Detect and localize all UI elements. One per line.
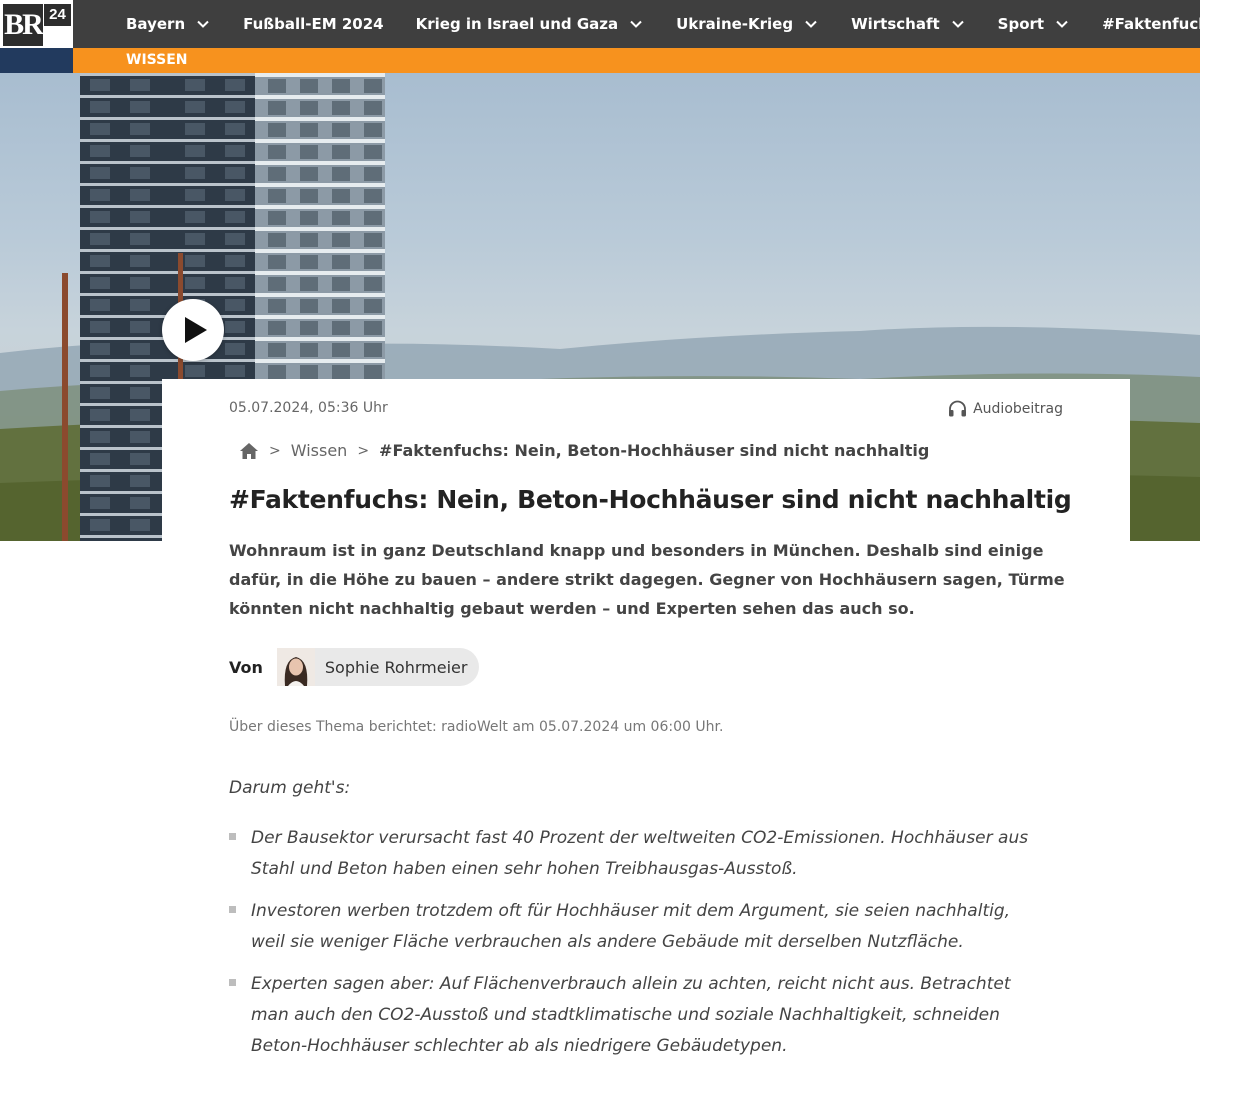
nav-item-bayern[interactable] bbox=[110, 0, 227, 48]
home-icon[interactable] bbox=[239, 442, 259, 460]
nav-item-label: Bayern bbox=[126, 15, 186, 33]
logo-24-badge: 24 bbox=[44, 4, 71, 26]
logo-br-mark: BR bbox=[3, 4, 43, 46]
breadcrumb-link-wissen[interactable]: Wissen bbox=[290, 441, 348, 460]
nav-item-label: Ukraine-Krieg bbox=[676, 15, 794, 33]
nav-item-wirtschaft[interactable] bbox=[835, 0, 982, 48]
chevron-down-icon bbox=[950, 16, 966, 32]
nav-item-label: #Faktenfuchs bbox=[1102, 15, 1218, 33]
nav-item-ukraine-krieg[interactable] bbox=[660, 0, 835, 48]
summary-heading: Darum geht's: bbox=[229, 778, 351, 798]
logo-base bbox=[0, 48, 73, 73]
audio-button[interactable] bbox=[948, 400, 1063, 417]
list-item-text: Investoren werben trotzdem oft für Hochhäuser mit dem Argument, sie seien nachhaltig, weil sie weniger Fläche verbrauchen als andere Gebäude mit derselben Nutzfläche. bbox=[251, 901, 1011, 952]
list-item bbox=[229, 823, 1049, 885]
chevron-down-icon bbox=[195, 16, 211, 32]
list-item bbox=[229, 896, 1049, 958]
audio-label: Audiobeitrag bbox=[973, 400, 1063, 417]
main-nav bbox=[110, 0, 1234, 48]
breadcrumb-separator: > bbox=[269, 442, 281, 459]
breadcrumb bbox=[239, 441, 929, 460]
byline-prefix: Von bbox=[229, 657, 263, 677]
br24-logo[interactable] bbox=[0, 0, 73, 73]
chevron-down-icon bbox=[1054, 16, 1070, 32]
broadcast-note: Über dieses Thema berichtet: radioWelt am 05.07.2024 um 06:00 Uhr. bbox=[229, 719, 724, 735]
author-avatar bbox=[277, 648, 315, 686]
summary-list bbox=[229, 823, 1049, 1073]
nav-item-label: Sport bbox=[997, 15, 1045, 33]
nav-item-label: Wirtschaft bbox=[851, 15, 940, 33]
nav-item-fussball-em[interactable] bbox=[227, 0, 399, 48]
chevron-down-icon bbox=[628, 16, 644, 32]
play-icon bbox=[179, 314, 211, 346]
nav-item-label: Fußball-EM 2024 bbox=[243, 15, 384, 33]
video-play-button[interactable] bbox=[162, 299, 224, 361]
article-card bbox=[162, 379, 1130, 1093]
section-bar bbox=[73, 48, 1200, 73]
chevron-down-icon bbox=[803, 16, 819, 32]
list-item-text: Der Bausektor verursacht fast 40 Prozent der weltweiten CO2-Emissionen. Hochhäuser aus Stahl und Beton haben einen sehr hohen Treibhausgas-Ausstoß. bbox=[251, 828, 1029, 879]
byline bbox=[229, 648, 479, 686]
list-item bbox=[229, 969, 1049, 1062]
top-navigation-bar bbox=[0, 0, 1218, 48]
article-title: #Faktenfuchs: Nein, Beton-Hochhäuser sind nicht nachhaltig bbox=[229, 485, 1072, 514]
author-chip[interactable] bbox=[277, 648, 480, 686]
nav-item-label: Krieg in Israel und Gaza bbox=[415, 15, 619, 33]
breadcrumb-current: #Faktenfuchs: Nein, Beton-Hochhäuser sind nicht nachhaltig bbox=[379, 441, 930, 460]
section-label[interactable]: WISSEN bbox=[126, 52, 188, 68]
article-teaser: Wohnraum ist in ganz Deutschland knapp und besonders in München. Deshalb sind einige dafür, in die Höhe zu bauen – andere strikt dagegen. Gegner von Hochhäusern sagen, Türme könnten nicht nachhaltig gebaut werden – und Experten sehen das auch so. bbox=[229, 541, 1065, 618]
nav-item-israel-gaza[interactable] bbox=[400, 0, 661, 48]
nav-item-sport[interactable] bbox=[982, 0, 1086, 48]
author-name: Sophie Rohrmeier bbox=[324, 657, 468, 677]
breadcrumb-separator: > bbox=[357, 442, 370, 459]
article-date: 05.07.2024, 05:36 Uhr bbox=[229, 400, 388, 416]
bullet-square bbox=[229, 906, 236, 913]
headphones-icon bbox=[948, 400, 967, 417]
bullet-square bbox=[229, 979, 236, 986]
list-item-text: Experten sagen aber: Auf Flächenverbrauch allein zu achten, reicht nicht aus. Betrachtet man auch den CO2-Ausstoß und stadtklimatische und soziale Nachhaltigkeit, schneiden Beton-Hochhäuser schlechter ab als niedrigere Gebäudetypen. bbox=[251, 974, 1011, 1056]
bullet-square bbox=[229, 833, 236, 840]
nav-item-faktenfuchs[interactable] bbox=[1086, 0, 1234, 48]
